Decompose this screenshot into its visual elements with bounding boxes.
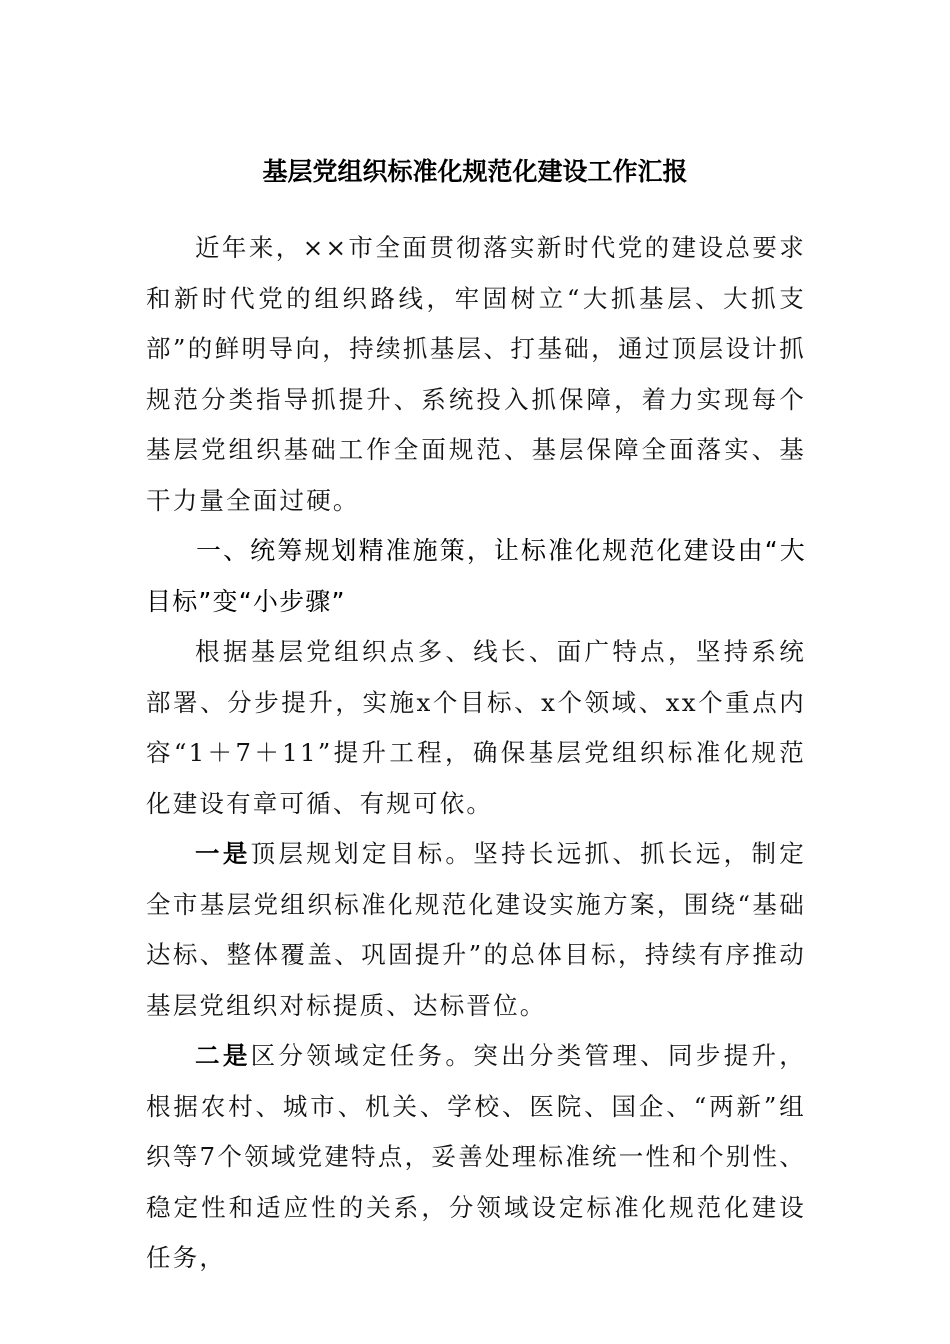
item-text-2: 区分领域定任务。突出分类管理、同步提升，根据农村、城市、机关、学校、医院、国企、“两新”组织等7个领域党建特点，妥善处理标准统一性和个别性、稳定性和适应性的关系，分领域设定标准化规范化建设任务， xyxy=(146,1041,807,1272)
document-title: 基层党组织标准化规范化建设工作汇报 xyxy=(262,157,688,186)
intro-paragraph: 近年来，××市全面贯彻落实新时代党的建设总要求和新时代党的组织路线，牢固树立“大抓基层、大抓支部”的鲜明导向，持续抓基层、打基础，通过顶层设计抓规范分类指导抓提升、系统投入抓保障，着力实现每个基层党组织基础工作全面规范、基层保障全面落实、基干力量全面过硬。 xyxy=(146,233,806,515)
item-text-1: 顶层规划定目标。坚持长远抓、抓长远，制定全市基层党组织标准化规范化建设实施方案，围绕“基础达标、整体覆盖、巩固提升”的总体目标，持续有序推动基层党组织对标提质、达标晋位。 xyxy=(146,839,807,1020)
item-paragraph-2 xyxy=(146,1031,806,1284)
section-heading: 一、统筹规划精准施策，让标准化规范化建设由“大目标”变“小步骤” xyxy=(146,536,806,616)
item-paragraph-1 xyxy=(146,829,806,1031)
item-lead-2: 二是 xyxy=(195,1041,251,1070)
item-lead-1: 一是 xyxy=(195,839,251,868)
document-body xyxy=(146,223,806,1284)
section-summary-paragraph: 根据基层党组织点多、线长、面广特点，坚持系统部署、分步提升，实施x个目标、x个领域、xx个重点内容“1＋7＋11”提升工程，确保基层党组织标准化规范化建设有章可循、有规可依。 xyxy=(146,637,806,818)
